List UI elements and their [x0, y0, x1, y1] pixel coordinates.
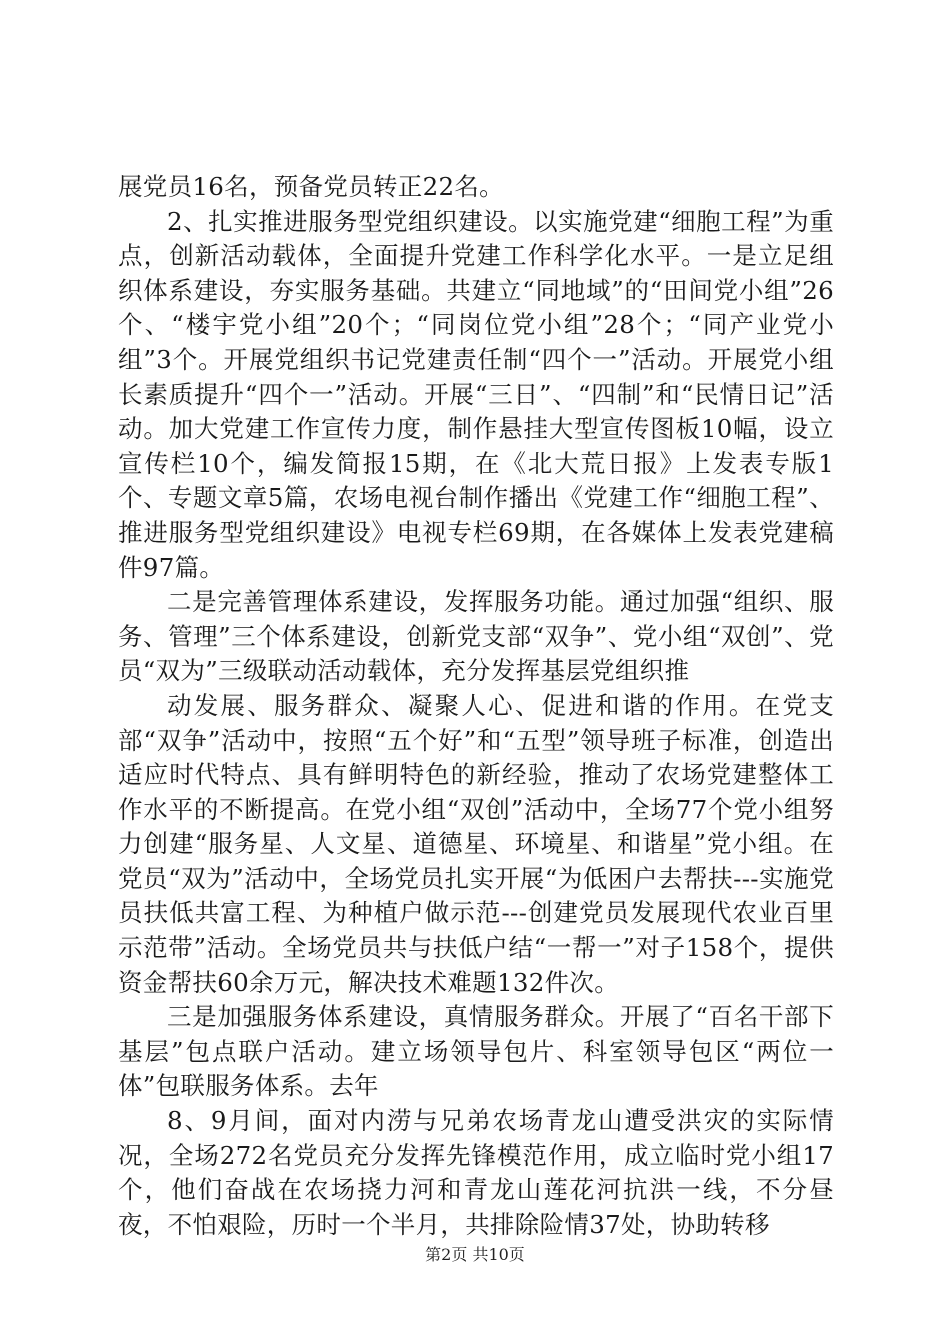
paragraph-6: 8、9月间，面对内涝与兄弟农场青龙山遭受洪灾的实际情况，全场272名党员充分发挥先锋模范作用，成立临时党小组17个，他们奋战在农场挠力河和青龙山莲花河抗洪一线，不分昼夜，不怕艰险，历时一个半月，共排除险情37处，协助转移	[118, 1106, 834, 1239]
paragraph-2: 2、扎实推进服务型党组织建设。以实施党建“细胞工程”为重点，创新活动载体，全面提升党建工作科学化水平。一是立足组织体系建设，夯实服务基础。共建立“同地域”的“田间党小组”26个、“楼宇党小组”20个；“同岗位党小组”28个；“同产业党小组”3个。开展党组织书记党建责任制“四个一”活动。开展党小组长素质提升“四个一”活动。开展“三日”、“四制”和“民情日记”活动。加大党建工作宣传力度，制作悬挂大型宣传图板10幅，设立宣传栏10个，编发简报15期，在《北大荒日报》上发表专版1个、专题文章5篇，农场电视台制作播出《党建工作“细胞工程”、推进服务型党组织建设》电视专栏69期，在各媒体上发表党建稿件97篇。	[118, 206, 834, 582]
paragraph-4: 动发展、服务群众、凝聚人心、促进和谐的作用。在党支部“双争”活动中，按照“五个好”和“五型”领导班子标准，创造出适应时代特点、具有鲜明特色的新经验，推动了农场党建整体工作水平的不断提高。在党小组“双创”活动中，全场77个党小组努力创建“服务星、人文星、道德星、环境星、和谐星”党小组。在党员“双为”活动中，全场党员扎实开展“为低困户去帮扶---实施党员扶低共富工程、为种植户做示范---创建党员发展现代农业百里示范带”活动。全场党员共与扶低户结“一帮一”对子158个，提供资金帮扶60余万元，解决技术难题132件次。	[118, 690, 834, 997]
paragraph-1: 展党员16名，预备党员转正22名。	[118, 172, 504, 201]
page-footer: 第2页 共10页	[425, 1245, 525, 1264]
document-body	[118, 170, 834, 1242]
paragraph-3: 二是完善管理体系建设，发挥服务功能。通过加强“组织、服务、管理”三个体系建设，创新党支部“双争”、党小组“双创”、党员“双为”三级联动活动载体，充分发挥基层党组织推	[118, 587, 834, 686]
paragraph-5: 三是加强服务体系建设，真情服务群众。开展了“百名干部下基层”包点联户活动。建立场领导包片、科室领导包区“两位一体”包联服务体系。去年	[118, 1002, 834, 1101]
